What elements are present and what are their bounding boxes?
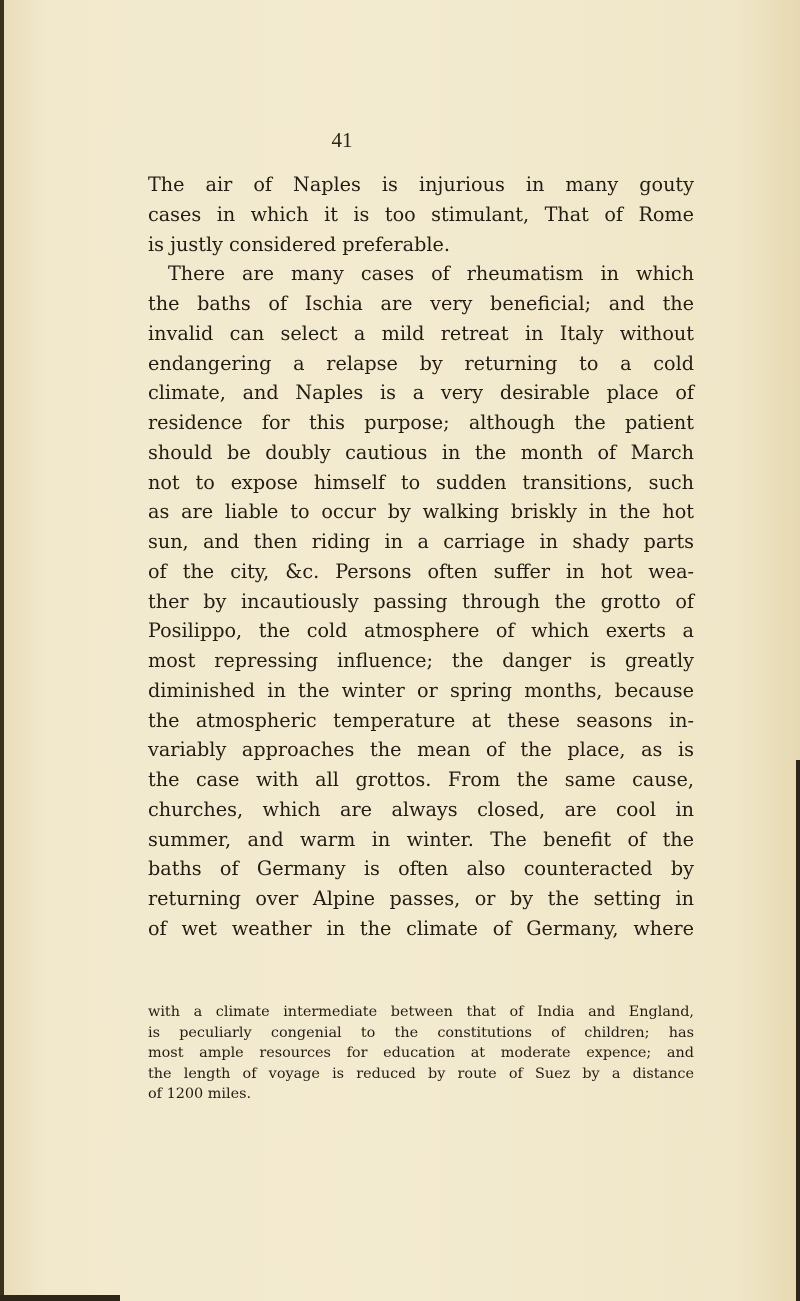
text-line: invalid can select a mild retreat in Italy without bbox=[148, 321, 694, 345]
footnote-line: of 1200 miles. bbox=[148, 1086, 252, 1102]
body-text bbox=[148, 170, 694, 944]
text-line: variably approaches the mean of the place, as is bbox=[148, 738, 694, 762]
text-line: baths of Germany is often also counteracted by bbox=[148, 857, 694, 881]
text-line: is justly considered preferable. bbox=[148, 232, 450, 256]
text-line: There are many cases of rheumatism in which bbox=[168, 262, 694, 286]
text-line: residence for this purpose; although the patient bbox=[148, 411, 694, 434]
text-line: the atmospheric temperature at these seasons in- bbox=[148, 708, 694, 732]
page-number: 41 bbox=[331, 128, 353, 152]
text-line: endangering a relapse by returning to a cold bbox=[148, 351, 694, 375]
footnote-line: the length of voyage is reduced by route of Suez by a distance bbox=[148, 1065, 694, 1082]
page-edge-right bbox=[796, 760, 800, 1301]
text-line: diminished in the winter or spring months, because bbox=[148, 678, 694, 702]
footnote-line: most ample resources for education at moderate expence; and bbox=[148, 1045, 694, 1061]
paragraph-1 bbox=[148, 170, 694, 259]
footnote-line: is peculiarly congenial to the constitutions of children; has bbox=[148, 1024, 694, 1041]
text-line: of the city, &c. Persons often suffer in hot wea- bbox=[148, 559, 694, 583]
text-line: Posilippo, the cold atmosphere of which exerts a bbox=[148, 619, 694, 643]
text-line: not to expose himself to sudden transitions, such bbox=[148, 470, 694, 494]
text-line: as are liable to occur by walking briskly in the hot bbox=[148, 500, 694, 524]
text-line: sun, and then riding in a carriage in shady parts bbox=[148, 530, 694, 553]
text-line: cases in which it is too stimulant, That of Rome bbox=[148, 202, 694, 226]
text-line: of wet weather in the climate of Germany, where bbox=[148, 916, 694, 940]
footnote bbox=[148, 1002, 694, 1105]
text-line: the baths of Ischia are very beneficial; and the bbox=[148, 292, 694, 315]
text-line: the case with all grottos. From the same cause, bbox=[148, 768, 694, 791]
text-line: churches, which are always closed, are cool in bbox=[148, 797, 694, 821]
text-line: summer, and warm in winter. The benefit of the bbox=[148, 827, 694, 851]
text-line: climate, and Naples is a very desirable place of bbox=[148, 381, 694, 405]
text-line: ther by incautiously passing through the grotto of bbox=[148, 589, 694, 613]
text-line: should be doubly cautious in the month of March bbox=[148, 440, 694, 464]
footnote-line: with a climate intermediate between that of India and England, bbox=[148, 1004, 694, 1020]
text-line: The air of Naples is injurious in many gouty bbox=[148, 173, 694, 196]
paragraph-2 bbox=[148, 259, 694, 943]
page-edge-bottom bbox=[0, 1295, 120, 1301]
text-line: most repressing influence; the danger is greatly bbox=[148, 649, 694, 672]
page-edge-left bbox=[0, 0, 4, 1301]
text-line: returning over Alpine passes, or by the setting in bbox=[148, 887, 694, 910]
